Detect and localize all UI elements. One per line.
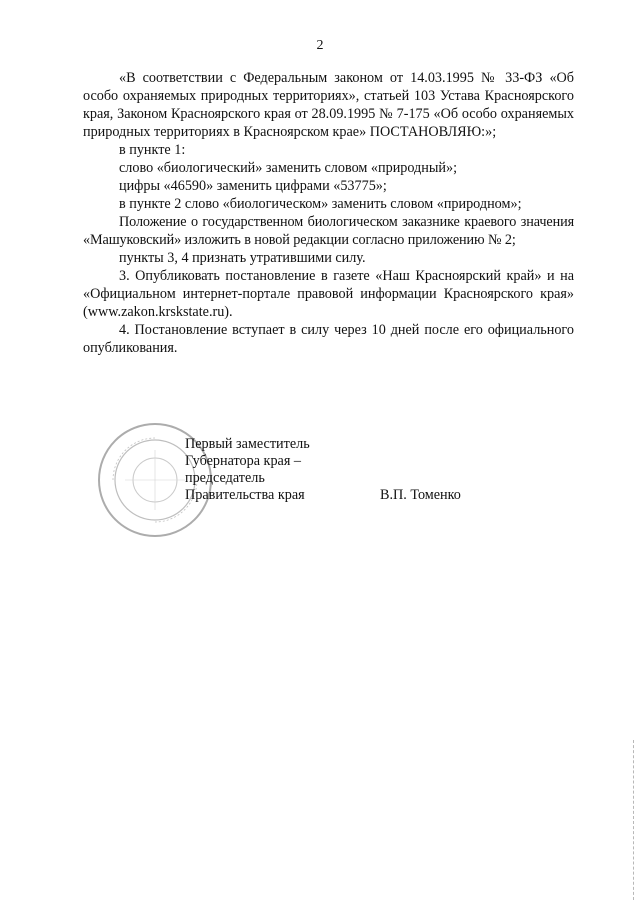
paragraph-word-replace: слово «биологический» заменить словом «природный»; (119, 160, 458, 176)
paragraph-preamble: «В соответствии с Федеральным законом от 14.03.1995 № 33-ФЗ «Об особо охраняемых природных территориях», статьей 103 Устава Красноярского края, Законом Красноярского края от 28.09.1995 № 7-175 «Об особо охраняемых природных территориях в Красноярском крае» ПОСТАНОВЛЯЮ:»; (83, 70, 574, 140)
margin-scan-marks (633, 740, 636, 900)
signature-block (95, 420, 595, 540)
paragraph-number-replace: цифры «46590» заменить цифрами «53775»; (119, 178, 387, 194)
signatory-title-line-1: Первый заместитель (185, 436, 310, 452)
paragraph-item-2: в пункте 2 слово «биологическом» заменить словом «природном»; (119, 196, 522, 212)
page-number: 2 (316, 38, 324, 53)
document-body (83, 69, 574, 357)
signatory-name: В.П. Томенко (380, 487, 461, 503)
paragraph-effective: 4. Постановление вступает в силу через 10 дней после его официального опубликования. (83, 322, 574, 356)
paragraph-items-void: пункты 3, 4 признать утратившими силу. (119, 250, 366, 266)
signatory-title (185, 436, 310, 504)
paragraph-publish: 3. Опубликовать постановление в газете «Наш Красноярский край» и на «Официальном интернет-портале правовой информации Красноярского края» (www.zakon.krskstate.ru). (83, 268, 574, 320)
signatory-title-line-4: Правительства края (185, 487, 305, 503)
signatory-title-line-2: Губернатора края – (185, 453, 302, 469)
signatory-title-line-3: председатель (185, 470, 265, 486)
paragraph-regulation: Положение о государственном биологическом заказнике краевого значения «Машуковский» изложить в новой редакции согласно приложению № 2; (83, 214, 574, 248)
seal-center-lines (125, 450, 185, 510)
paragraph-item-1: в пункте 1: (119, 142, 186, 158)
